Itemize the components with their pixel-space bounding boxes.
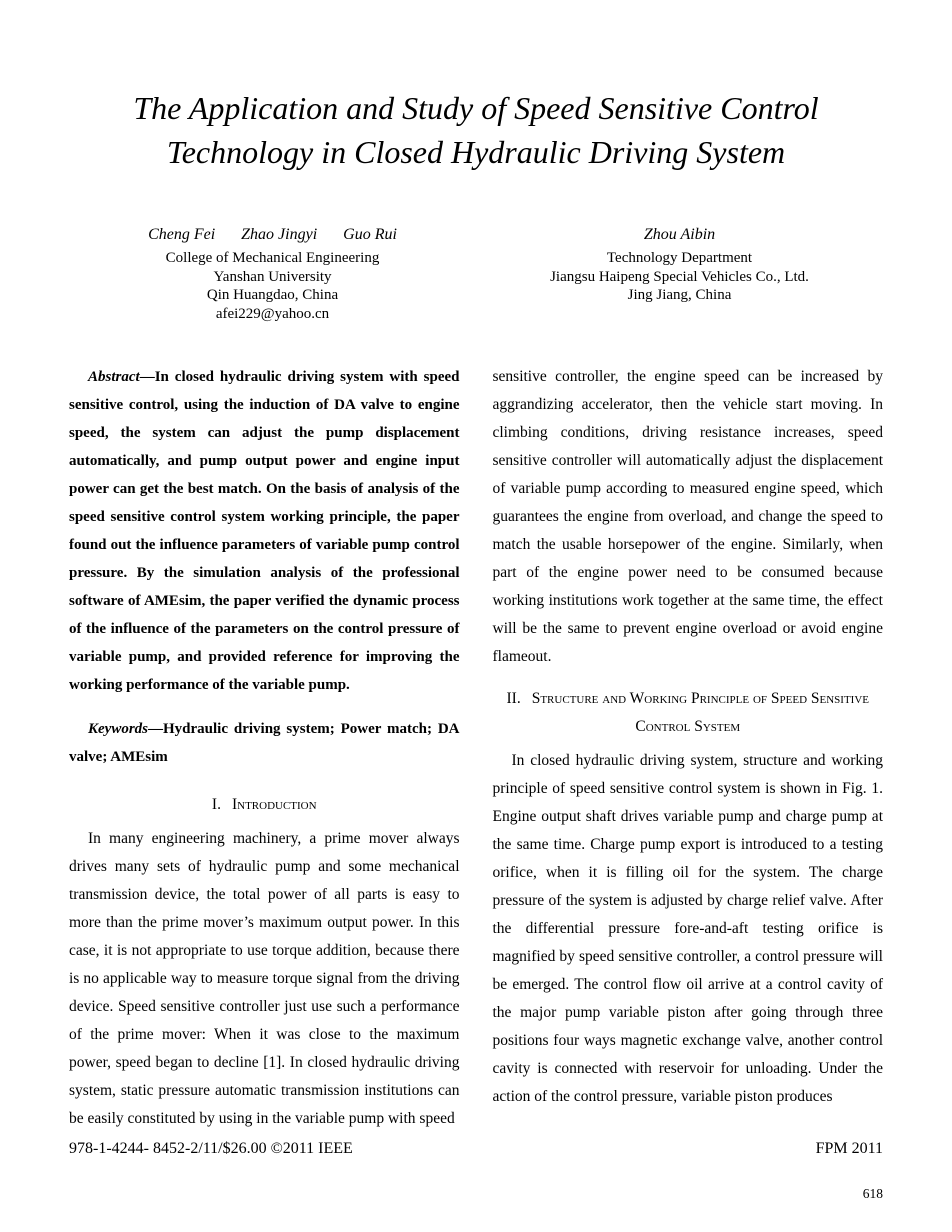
- author-block-right: [476, 224, 883, 323]
- abstract-paragraph: [69, 363, 460, 699]
- affiliation-line: College of Mechanical Engineering: [165, 250, 380, 266]
- section2-paragraph: In closed hydraulic driving system, structure and working principle of speed sensitive control system is shown in Fig. 1. Engine output shaft drives variable pump and charge pump at the same time. Charge pump export is introduced to a testing orifice, when it is filling oil for the system. The charge pressure of the system is adjusted by charge relief valve. After the differential pressure fore-and-aft testing orifice is magnified by speed sensitive controller, a control pressure will be emerged. The control flow oil arrive at a control cavity of the major pump variable piston after going through three positions four ways magnetic exchange valve, another control cavity is connected with reservoir for unloading. Under the action of the control pressure, variable piston produces: [492, 752, 883, 1105]
- section-heading-structure: [493, 685, 884, 741]
- two-column-body: [69, 363, 883, 1133]
- author-section: [69, 224, 883, 323]
- author-name: Cheng Fei: [148, 226, 216, 243]
- section-number: II.: [506, 690, 521, 707]
- author-name: Guo Rui: [343, 226, 397, 243]
- abstract-text: —In closed hydraulic driving system with speed sensitive control, using the induction of DA valve to engine speed, the system can adjust the pump displacement automatically, and pump output power and engine input power can get the best match. On the basis of analysis of the speed sensitive control system working principle, the paper found out the influence parameters of variable pump control pressure. By the simulation analysis of the professional software of AMEsim, the paper verified the dynamic process of the influence of the parameters on the control pressure of variable pump, and provided reference for improving the working performance of the variable pump.: [69, 369, 460, 693]
- paper-title: The Application and Study of Speed Sensitive Control Technology in Closed Hydraulic Driving System: [133, 90, 819, 170]
- page-footer: [69, 1139, 883, 1159]
- section-title: Structure and Working Principle of Speed Sensitive Control System: [531, 690, 869, 735]
- conference-tag: FPM 2011: [815, 1140, 883, 1157]
- introduction-continuation-paragraph: sensitive controller, the engine speed can be increased by aggrandizing accelerator, then the vehicle start moving. In climbing conditions, driving resistance increases, speed sensitive controller will automatically adjust the displacement of variable pump according to measured engine speed, which guarantees the engine from overload, and change the speed to match the usable horsepower of the engine. Similarly, when part of the engine power need to be consumed because working institutions work together at the same time, the effect will be the same to prevent engine overload or avoid engine flameout.: [492, 368, 883, 665]
- copyright-notice: 978-1-4244- 8452-2/11/$26.00 ©2011 IEEE: [69, 1140, 353, 1157]
- affiliation-line: Jiangsu Haipeng Special Vehicles Co., Ltd.: [550, 268, 809, 285]
- introduction-paragraph: In many engineering machinery, a prime mover always drives many sets of hydraulic pump and some mechanical transmission device, the total power of all parts is easy to more than the prime mover’s maximum output power. In this case, it is not appropriate to use torque addition, because there is no applicable way to measure torque signal from the driving device. Speed sensitive controller just use such a performance of the prime mover: When it was close to the maximum power, speed began to decline [1]. In closed hydraulic driving system, static pressure automatic transmission institutions can be easily constituted by using in the variable pump with speed: [69, 830, 460, 1127]
- keywords-label: Keywords: [88, 721, 148, 737]
- author-names-right: [476, 224, 883, 246]
- keywords-paragraph: [69, 715, 460, 771]
- author-email: afei229@yahoo.cn: [215, 305, 330, 322]
- affiliation-line: Qin Huangdao, China: [206, 287, 339, 303]
- author-block-left: [69, 224, 476, 323]
- section-title: Introduction: [231, 796, 317, 813]
- section-heading-introduction: [69, 791, 460, 819]
- affiliation-line: Jing Jiang, China: [627, 287, 732, 303]
- abstract-label: Abstract: [88, 369, 140, 385]
- author-name: Zhao Jingyi: [241, 226, 318, 243]
- column-left: [69, 363, 460, 1133]
- affiliation-line: Yanshan University: [213, 268, 332, 285]
- affiliation-line: Technology Department: [606, 250, 753, 266]
- column-right: [493, 363, 884, 1133]
- author-names-left: [69, 224, 476, 246]
- section-number: I.: [211, 796, 221, 813]
- page-number: 618: [862, 1186, 883, 1201]
- keywords-text: —Hydraulic driving system; Power match; DA valve; AMEsim: [69, 721, 460, 765]
- author-name: Zhou Aibin: [643, 226, 716, 243]
